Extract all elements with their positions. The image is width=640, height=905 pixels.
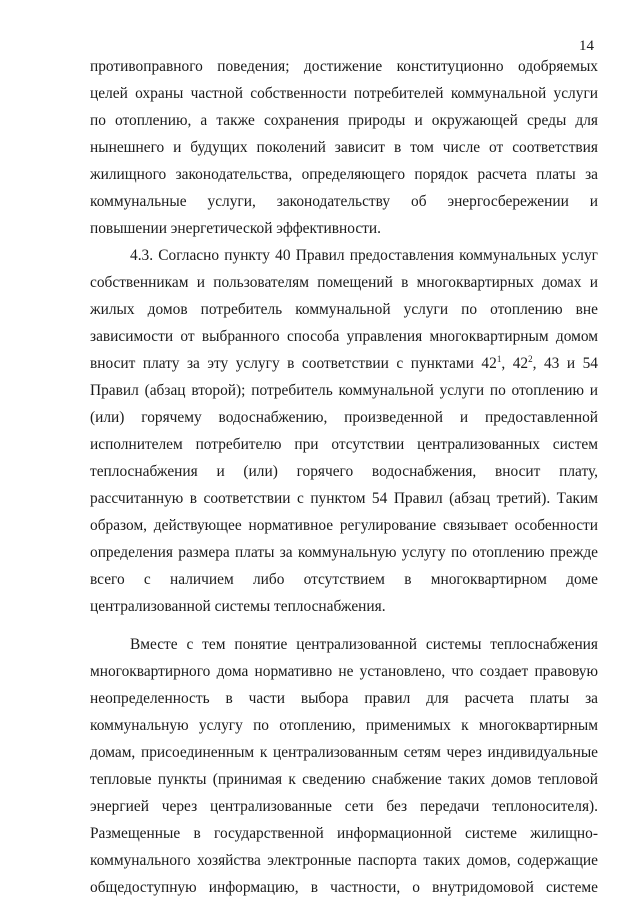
- text-line: Вместе с тем понятие централизованной системы теплоснабжения: [130, 636, 598, 653]
- text-line: жилищного законодательства, определяющего порядок расчета платы за: [90, 166, 598, 183]
- text-line: собственникам и пользователям помещений в многоквартирных домах и: [90, 274, 598, 291]
- text-line: домам, присоединенным к централизованным сетям через индивидуальные: [90, 744, 598, 761]
- text-line: коммунального хозяйства электронные паспорта таких домов, содержащие: [90, 852, 598, 869]
- text-line: теплоснабжения и (или) горячего водоснабжения, вносит плату,: [90, 463, 598, 480]
- superscript: 2: [528, 354, 533, 364]
- text-line: противоправного поведения; достижение конституционно одобряемых: [90, 58, 598, 75]
- text-line: всего с наличием либо отсутствием в многоквартирном доме: [90, 571, 598, 588]
- text-line: образом, действующее нормативное регулирование связывает особенности: [90, 517, 598, 534]
- text-fragment: , 43 и 54: [532, 355, 598, 372]
- text-line: Правил (абзац второй); потребитель коммунальной услуги по отоплению и: [90, 382, 598, 399]
- text-line: многоквартирного дома нормативно не установлено, что создает правовую: [90, 663, 598, 680]
- text-line: общедоступную информацию, в частности, о внутридомовой системе: [90, 879, 598, 896]
- text-fragment: вносит плату за эту услугу в соответствии с пунктами 42: [90, 355, 497, 372]
- text-fragment: , 42: [501, 355, 529, 372]
- text-line: (или) горячему водоснабжению, произведенной и предоставленной: [90, 409, 598, 426]
- paragraph-1: [90, 53, 598, 242]
- text-line: коммунальную услугу по отоплению, применимых к многоквартирным: [90, 717, 598, 734]
- text-line: исполнителем потребителю при отсутствии централизованных систем: [90, 436, 598, 453]
- text-line: зависимости от выбранного способа управления многоквартирным домом: [90, 328, 598, 345]
- text-line: определения размера платы за коммунальную услугу по отоплению прежде: [90, 544, 598, 561]
- text-line: энергией через централизованные сети без передачи теплоносителя).: [90, 798, 598, 815]
- text-line: нынешнего и будущих поколений зависит в том числе от соответствия: [90, 139, 598, 156]
- text-line: повышении энергетической эффективности.: [90, 220, 381, 237]
- text-line: тепловые пункты (принимая к сведению снабжение таких домов тепловой: [90, 771, 598, 788]
- text-line: рассчитанную в соответствии с пунктом 54 Правил (абзац третий). Таким: [90, 490, 598, 507]
- page-number: 14: [579, 38, 594, 54]
- text-line: жилых домов потребитель коммунальной услуги по отоплению вне: [90, 301, 598, 318]
- paragraph-2: [90, 242, 598, 620]
- text-line: неопределенность в части выбора правил для расчета платы за: [90, 690, 598, 707]
- text-line-with-footnotes: [90, 350, 598, 377]
- text-line: централизованной системы теплоснабжения.: [90, 598, 386, 615]
- paragraph-spacer: [90, 620, 598, 631]
- text-line: целей охраны частной собственности потребителей коммунальной услуги: [90, 85, 598, 102]
- document-body: [90, 53, 598, 901]
- text-line: 4.3. Согласно пункту 40 Правил предоставления коммунальных услуг: [130, 247, 598, 264]
- paragraph-3: [90, 631, 598, 901]
- text-line: коммунальные услуги, законодательству об энергосбережении и: [90, 193, 598, 210]
- text-line: по отоплению, а также сохранения природы и окружающей среды для: [90, 112, 598, 129]
- text-line: Размещенные в государственной информационной системе жилищно-: [90, 825, 598, 842]
- superscript: 1: [496, 354, 502, 364]
